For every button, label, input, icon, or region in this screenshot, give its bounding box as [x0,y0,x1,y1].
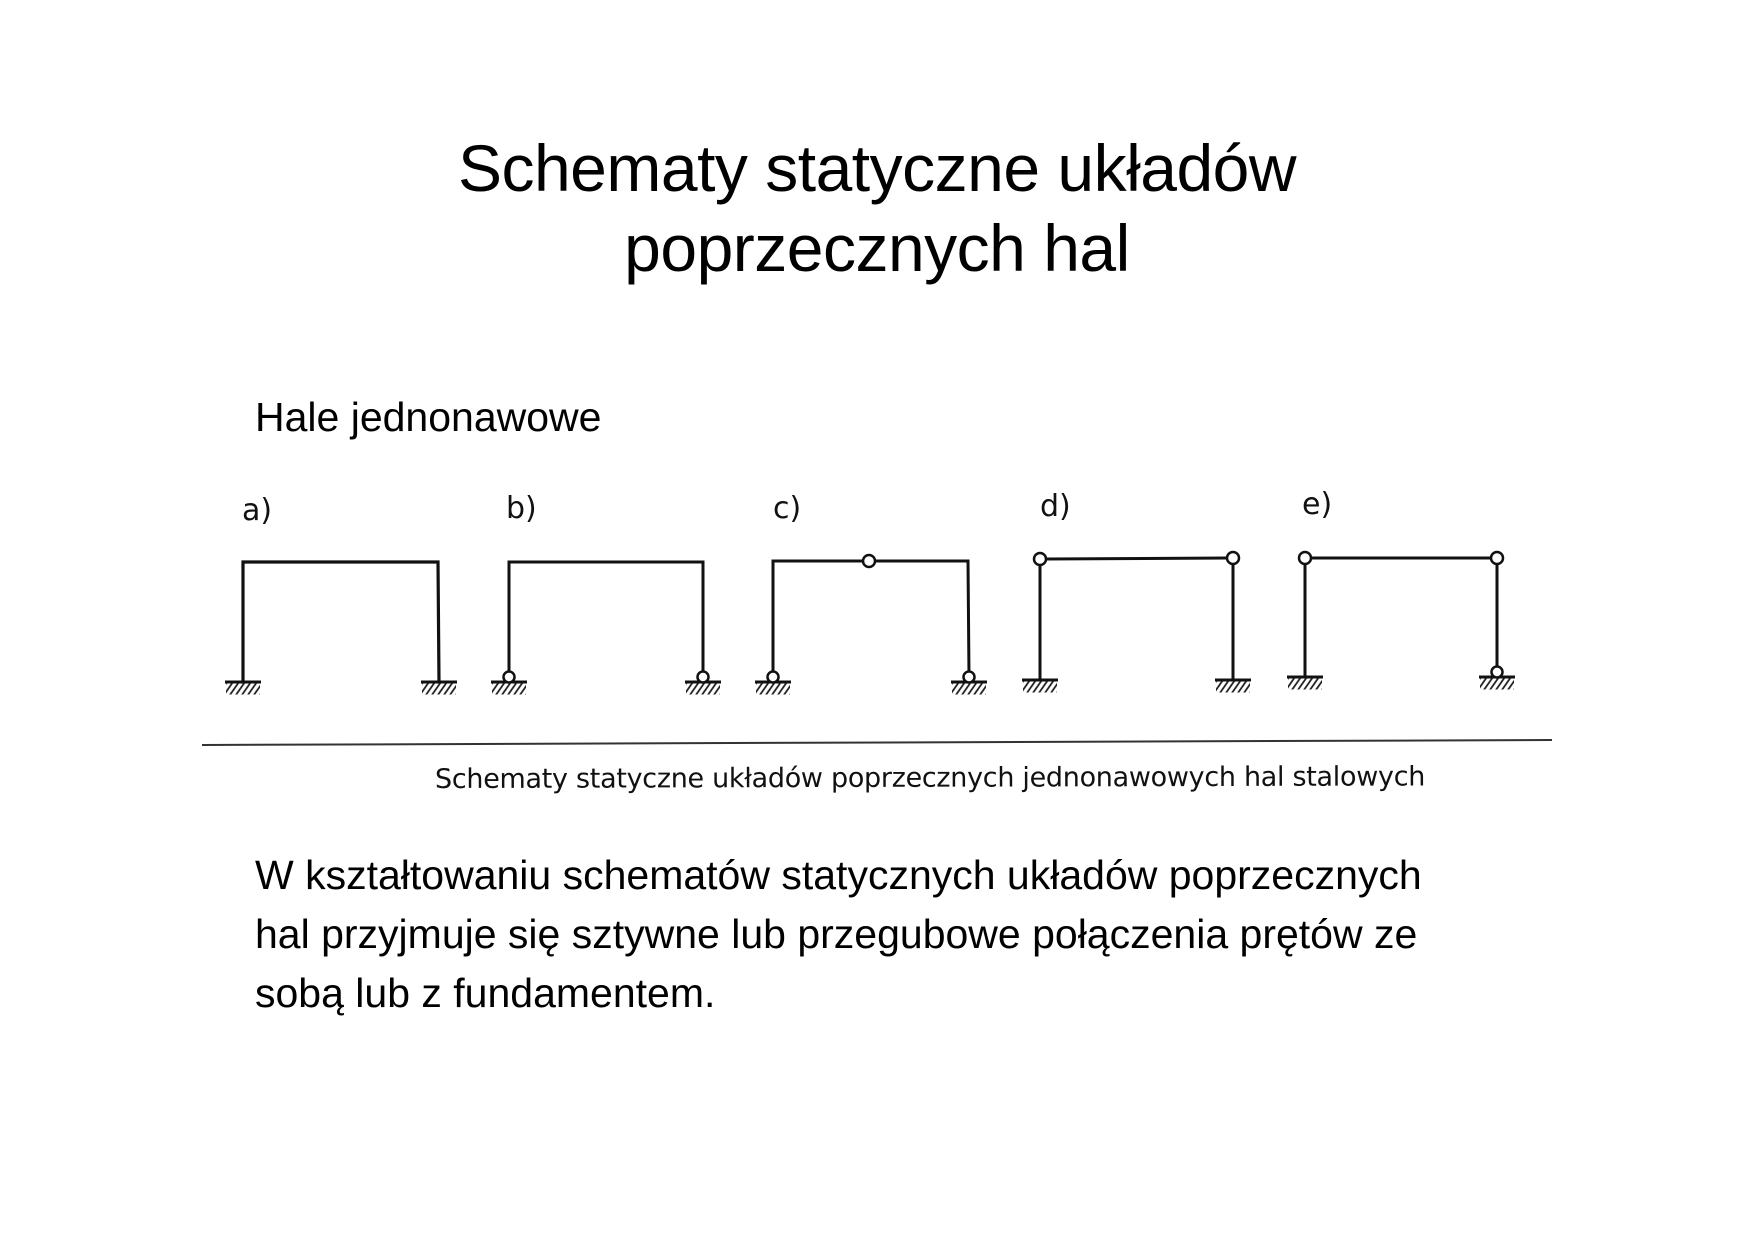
fixed-support-icon [1215,680,1251,693]
hinge-icon [1227,552,1239,564]
frame-a [243,562,439,682]
figure-caption: Schematy statyczne układów poprzecznych jednonawowych hal stalowych [434,761,1426,795]
frame-c [773,561,969,676]
hinge-icon [1492,667,1503,678]
body-line-3: sobą lub z fundamentem. [255,970,716,1016]
pinned-support-icon [1479,677,1515,690]
frame-label-d: d) [1040,489,1071,524]
body-line-1: W kształtowaniu schematów statycznych układów poprzecznych [255,852,1422,898]
frame-label-a: a) [242,493,273,528]
hinge-icon [1299,552,1311,564]
hinge-icon [768,672,779,683]
body-paragraph [255,846,1555,1023]
fixed-support-icon [1022,680,1058,693]
pinned-support-icon [491,682,527,695]
pinned-support-icon [951,682,987,695]
hinge-icon [1491,552,1503,564]
pinned-support-icon [755,682,791,695]
frame-label-c: c) [773,491,802,526]
hinge-icon [504,672,515,683]
pinned-support-icon [685,682,721,695]
frame-label-b: b) [506,491,537,526]
hinge-icon [1034,553,1046,565]
frame-b [509,562,703,676]
fixed-support-icon [225,682,261,695]
body-line-2: hal przyjmuje się sztywne lub przegubowe połączenia prętów ze [255,911,1418,957]
slide-title-line-2: poprzecznych hal [624,211,1130,285]
fixed-support-icon [1287,677,1323,690]
section-heading: Hale jednonawowe [255,394,602,440]
hinge-icon [863,555,875,567]
frame-e [1305,558,1497,677]
hinge-icon [964,672,975,683]
slide-title-line-1: Schematy statyczne układów [457,131,1297,205]
fixed-support-icon [421,682,457,695]
frame-d [1040,558,1233,680]
figure-rule [202,740,1552,745]
hinge-icon [698,672,709,683]
frame-label-e: e) [1302,487,1333,522]
